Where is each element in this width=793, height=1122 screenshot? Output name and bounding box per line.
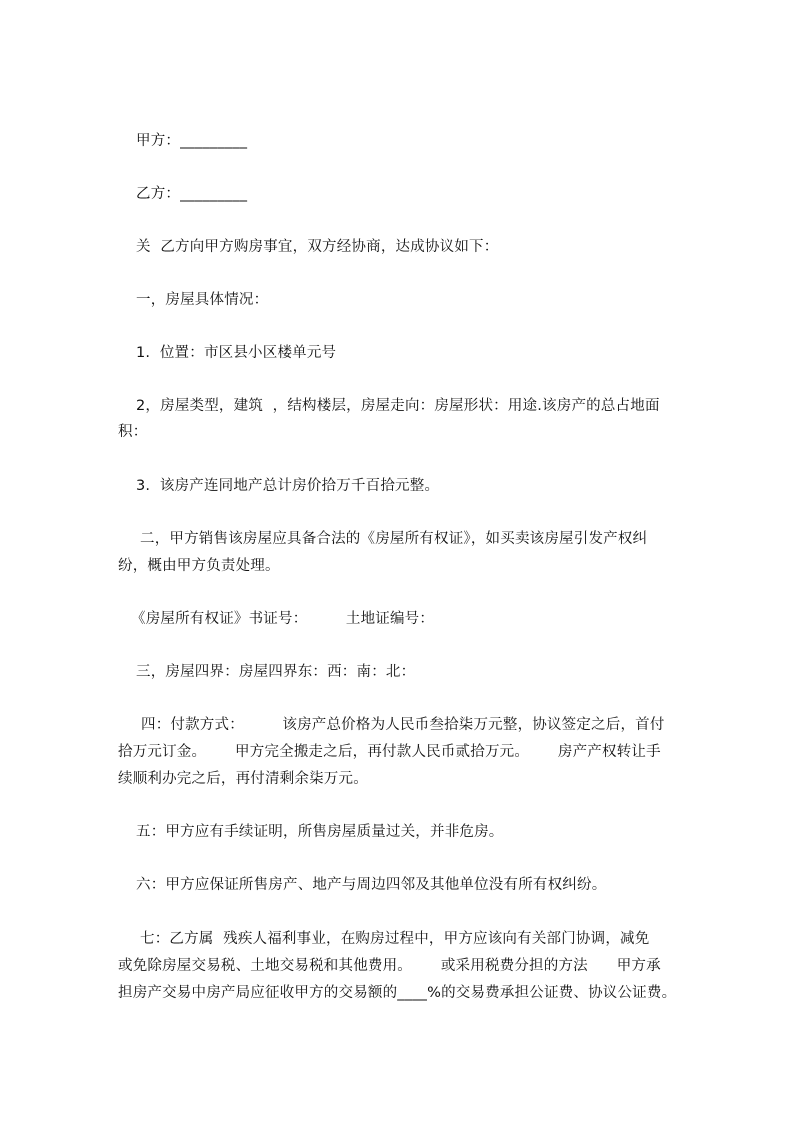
section7-line1: 七：乙方属 残疾人福利事业，在购房过程中，甲方应该向有关部门协调，减免 <box>140 931 650 947</box>
party-a-line: 甲方：_________ <box>136 133 248 149</box>
section2-line2: 纷，概由甲方负责处理。 <box>118 558 280 574</box>
item1-location: 1. 位置：市区县小区楼单元号 <box>136 345 337 361</box>
party-b-line: 乙方：_________ <box>136 186 248 202</box>
certificate-line: 《房屋所有权证》书证号： 土地证编号： <box>131 611 435 627</box>
item2-line2: 积： <box>118 424 148 440</box>
section4-line1: 四：付款方式： 该房产总价格为人民币叁拾柒万元整，协议签定之后，首付 <box>141 717 665 733</box>
section5-line: 五：甲方应有手续证明，所售房屋质量过关，并非危房。 <box>136 824 504 840</box>
section2-line1: 二，甲方销售该房屋应具备合法的《房屋所有权证》，如买卖该房屋引发产权纠 <box>140 531 648 547</box>
section6-line: 六：甲方应保证所售房产、地产与周边四邻及其他单位没有所有权纠纷。 <box>136 877 607 893</box>
item2-line1: 2，房屋类型，建筑 ，结构楼层，房屋走向：房屋形状：用途.该房产的总占地面 <box>136 398 660 414</box>
section1-heading: 一，房屋具体情况： <box>136 292 269 308</box>
item3-price: 3. 该房产连同地产总计房价拾万千百拾元整。 <box>136 478 440 494</box>
section7-line3: 担房产交易中房产局应征收甲方的交易额的____%的交易费承担公证费、协议公证费。 <box>118 985 677 1001</box>
intro-line: 关 乙方向甲方购房事宜，双方经协商，达成协议如下： <box>136 239 499 255</box>
section4-line3: 续顺利办完之后，再付清剩余柒万元。 <box>118 771 368 787</box>
section3-line: 三，房屋四界：房屋四界东：西：南：北： <box>136 664 416 680</box>
section4-line2: 拾万元订金。 甲方完全搬走之后，再付款人民币贰拾万元。 房产产权转让手 <box>118 744 661 760</box>
section7-line2: 或免除房屋交易税、土地交易税和其他费用。 或采用税费分担的方法 甲方承 <box>118 958 661 974</box>
